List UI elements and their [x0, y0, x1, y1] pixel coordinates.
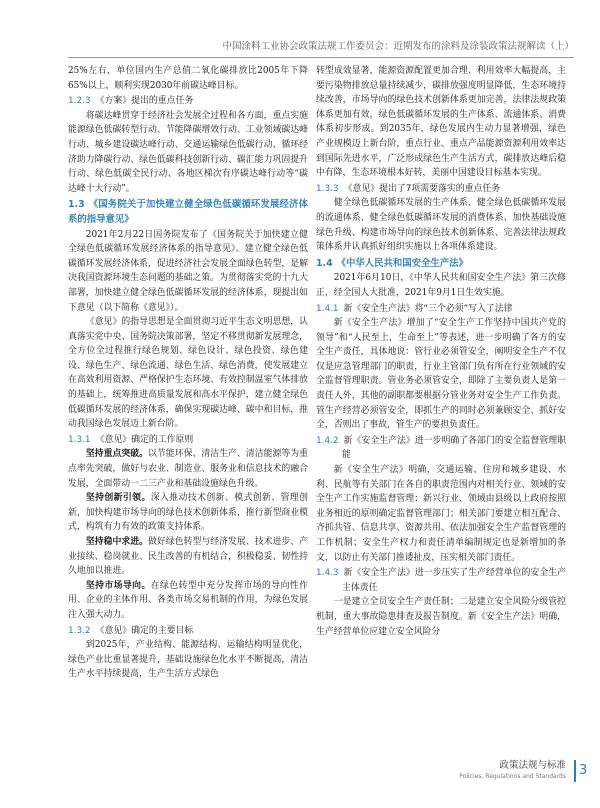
section-number: 1.4: [316, 257, 333, 269]
paragraph: [68, 315, 308, 432]
section-heading: [316, 257, 566, 272]
paragraph: [68, 491, 308, 535]
section-number: 1.3.2: [68, 625, 91, 636]
subsection-heading: [68, 624, 308, 639]
paragraph-text: 将碳达峰贯穿于经济社会发展全过程和各方面，重点实施能源绿色低碳转型行动、节能降碳增效行动、工业领域碳达峰行动、城乡建设碳达峰行动、交通运输绿色低碳行动、循环经济助力降碳行动、绿色低碳科技创新行动、碳汇能力巩固提升行动、绿色低碳全民行动、各地区梯次有序碳达峰行动等“碳达峰十大行动”。: [68, 110, 308, 194]
paragraph: [68, 535, 308, 579]
footer: [459, 760, 566, 781]
paragraph: [316, 463, 566, 565]
paragraph: [316, 64, 566, 181]
paragraph: [68, 109, 308, 197]
section-title: 新《安全生产法》将“三个必须”写入了法律: [343, 303, 513, 314]
paragraph: [316, 196, 566, 254]
subsection-heading: [316, 434, 566, 463]
paragraph-text: 到2025年，产业结构、能源结构、运输结构明显优化，绿色产业比重显著提升，基础设施绿色化水平不断提高，清洁生产水平持续提高，生产生活方式绿色: [68, 640, 308, 680]
section-number: 1.3.1: [68, 434, 91, 445]
section-title: 新《安全生产法》进一步压实了生产经营单位的安全生产主体责任: [342, 568, 566, 593]
paragraph-lead: 坚持市场导向。: [85, 580, 151, 591]
section-number: 1.4.3: [316, 568, 339, 579]
section-title: 《意见》确定的主要目标: [95, 625, 194, 636]
running-header: [68, 40, 574, 58]
paragraph: [68, 228, 308, 316]
section-title: 《方案》提出的重点任务: [95, 96, 194, 107]
paragraph-text: 深入推动技术创新、模式创新、管理创新，加快构建市场导向的绿色技术创新体系，推行新型商业模式，构筑有力有效的政策支持体系。: [68, 493, 308, 533]
subsection-heading: [316, 566, 566, 595]
paragraph-text: 以节能环保、清洁生产、清洁能源等为重点率先突破，做好与农业、制造业、服务业和信息技术的融合发展，全面带动一二三产业和基础设施绿色升级。: [68, 449, 308, 489]
paragraph: [316, 316, 566, 433]
paragraph-text: 2021年2月22日国务院发布了《国务院关于加快建立健全绿色低碳循环发展经济体系的指导意见》。建立健全绿色低碳循环发展经济体系，促进经济社会发展全面绿色转型，是解决我国资源环境生态问题的基础之策。为贯彻落实党的十九大部署，加快建立健全绿色低碳循环发展的经济体系，现提出如下意见（以下简称《意见》）。: [68, 229, 308, 313]
paragraph: [68, 579, 308, 623]
paragraph-text: 做好绿色转型与经济发展、技术进步、产业接续、稳岗就业、民生改善的有机结合，积极稳妥、韧性持久地加以推进。: [68, 537, 308, 577]
section-title: 《中华人民共和国安全生产法》: [336, 257, 468, 269]
right-column: [316, 64, 566, 764]
paragraph-text: 新《安全生产法》增加了“安全生产工作坚持中国共产党的领导”和“人民至上，生命至上”等表述，进一步明确了各方的安全生产责任，具体地说：管行业必须管安全，阐明安全生产不仅仅是应急管理部门的职责，行业主管部门负有所在行业领域的安全监督管理职责。管业务必须管安全，即除了主要负责人是第一责任人外，其他的副职都要根据分管业务对安全生产工作负责。管生产经营必须管安全，即抓生产的同时必须兼顾安全、抓好安全，否则出了事故，管生产的要担负责任。: [316, 318, 566, 431]
paragraph: [316, 595, 566, 639]
paragraph-text: 25%左右，单位国内生产总值二氧化碳排放比2005年下降65%以上，顺利实现2030年前碳达峰目标。: [68, 66, 308, 91]
paragraph-text: 健全绿色低碳循环发展的生产体系、健全绿色低碳循环发展的流通体系、健全绿色低碳循环发展的消费体系、加快基础设施绿色升级、构建市场导向的绿色技术创新体系、完善法律法规政策体系并认真抓好组织实施以上各项体系建设。: [316, 198, 566, 253]
paragraph: [68, 447, 308, 491]
section-title: 新《安全生产法》进一步明确了各部门的安全监督管理职能: [342, 435, 566, 461]
section-number: 1.4.2: [316, 435, 339, 446]
subsection-heading: [68, 433, 308, 448]
section-number: 1.3: [68, 199, 85, 211]
section-heading: [68, 198, 308, 227]
subsection-heading: [316, 182, 566, 197]
subsection-heading: [316, 302, 566, 317]
journal-title: 政策法规与标准: [499, 760, 566, 771]
paragraph-text: 2021年6月10日，《中华人民共和国安全生产法》第三次修正，经全国人大批准，2021年9月1日生效实施。: [316, 273, 566, 298]
left-column: [68, 64, 308, 764]
paragraph-text: 新《安全生产法》明确，交通运输、住房和城乡建设、水利、民航等有关部门在各自的职责范围内对相关行业、领域的安全生产工作实施监督管理；新兴行业、领域由县级以上政府按照业务相近的原则确定监督管理部门；相关部门要建立相互配合、齐抓共管、信息共享、资源共用、依法加强安全生产监督管理的工作机制；安全生产权力和责任清单编制规定也是新增加的条文，以防止有关部门推诿扯皮，压实相关部门责任。: [316, 465, 566, 563]
section-title: 《意见》提出了7项需要落实的重点任务: [343, 183, 501, 194]
paragraph-text: 在绿色转型中充分发挥市场的导向性作用、企业的主体作用、各类市场交易机制的作用，为绿色发展注入强大动力。: [68, 580, 308, 620]
subsection-heading: [68, 94, 308, 109]
section-title: 《意见》确定的工作原则: [95, 434, 194, 445]
section-number: 1.4.1: [316, 303, 339, 314]
journal-title-english: Policies, Regulations and Standards: [459, 773, 566, 780]
running-title: 中国涂料工业协会政策法规工作委员会：近期发布的涂料及涂装政策法规解读（上）: [222, 41, 574, 52]
paragraph: [316, 271, 566, 300]
section-title: 《国务院关于加快建立健全绿色低碳循环发展经济体系的指导意见》: [68, 199, 308, 225]
paragraph-lead: 坚持创新引领。: [85, 493, 151, 504]
paragraph-lead: 坚持重点突破。: [85, 449, 149, 460]
paragraph: [68, 638, 308, 682]
section-number: 1.2.3: [68, 96, 91, 107]
paragraph-text: 《意见》的指导思想是全面贯彻习近平生态文明思想，认真落实党中央、国务院决策部署，坚定不移贯彻新发展理念，全方位全过程推行绿色规划、绿色设计、绿色投资、绿色建设、绿色生产、绿色流通、绿色生活、绿色消费，使发展建立在高效利用资源、严格保护生态环境、有效控制温室气体排放的基础上，统筹推进高质量发展和高水平保护，建立健全绿色低碳循环发展的经济体系，确保实现碳达峰、碳中和目标，推动我国绿色发展迈上新台阶。: [68, 317, 308, 430]
page-number: 3: [574, 760, 597, 782]
paragraph: [68, 64, 308, 93]
paragraph-text: 转型成效显著，能源资源配置更加合理、利用效率大幅提高，主要污染物排放总量持续减少，碳排放强度明显降低，生态环境持续改善，市场导向的绿色技术创新体系更加完善，法律法规政策体系更加有效，绿色低碳循环发展的生产体系、流通体系、消费体系初步形成。到2035年，绿色发展内生动力显著增强，绿色产业规模迈上新台阶，重点行业、重点产品能源资源利用效率达到国际先进水平，广泛形成绿色生产生活方式，碳排放达峰后稳中有降，生态环境根本好转，美丽中国建设目标基本实现。: [316, 66, 566, 179]
paragraph-text: 一是建立全员安全生产责任制；二是建立安全风险分级管控机制，重大事故隐患排查及报告制度。新《安全生产法》明确，生产经营单位应建立安全风险分: [316, 597, 566, 637]
paragraph-lead: 坚持稳中求进。: [85, 537, 149, 547]
section-number: 1.3.3: [316, 183, 339, 194]
